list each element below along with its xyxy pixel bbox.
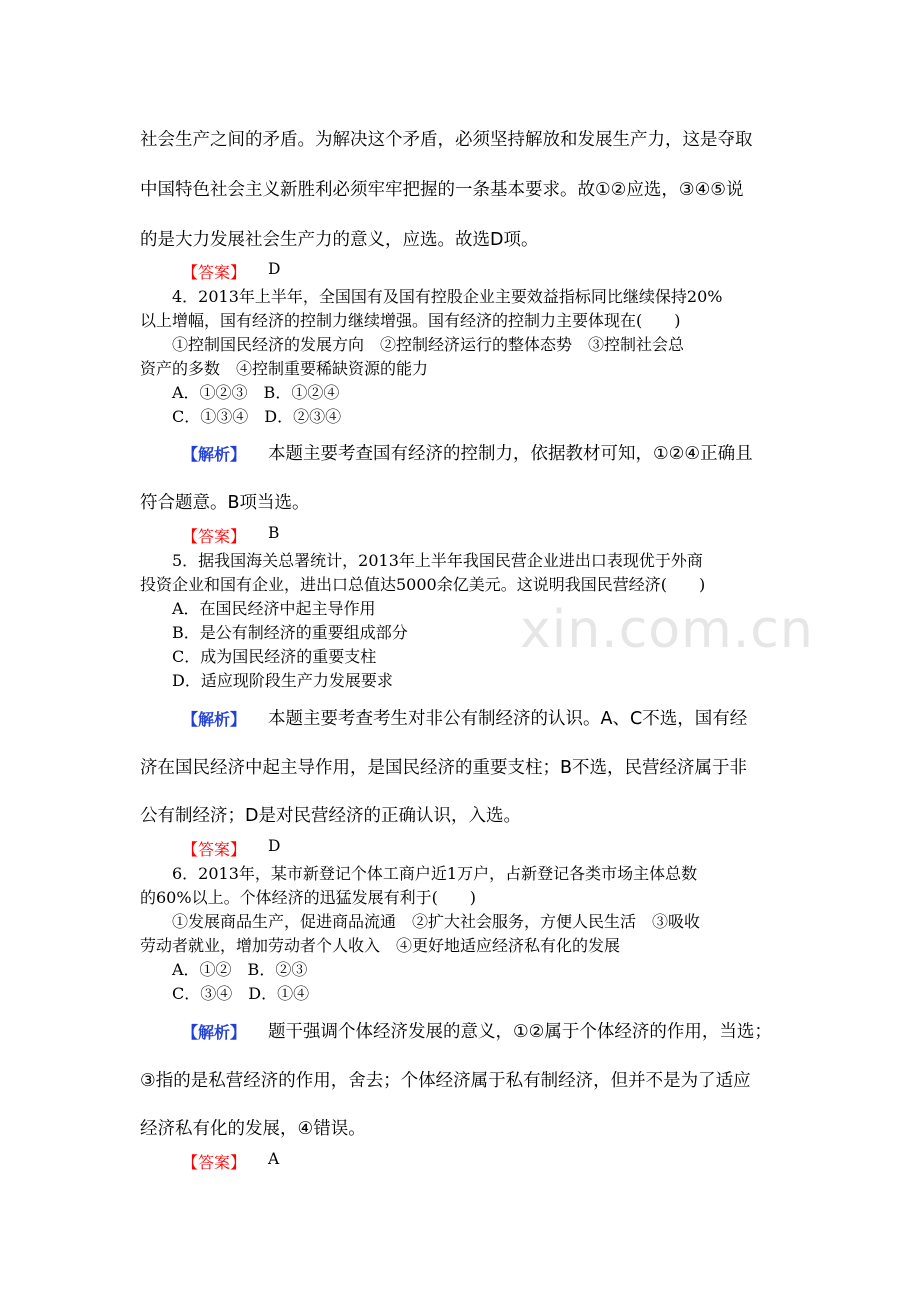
analysis-tag: 【解析】	[182, 445, 247, 464]
question-stem-line: ①控制国民经济的发展方向 ②控制经济运行的整体态势 ③控制社会总	[172, 335, 685, 354]
answer-tag: 【答案】	[182, 263, 247, 282]
answer-tag: 【答案】	[182, 1153, 247, 1172]
option-line: B．是公有制经济的重要组成部分	[172, 623, 408, 642]
analysis-tag: 【解析】	[182, 1023, 247, 1042]
answer-tag: 【答案】	[182, 840, 247, 859]
question-stem-line: ①发展商品生产，促进商品流通 ②扩大社会服务，方便人民生活 ③吸收	[172, 912, 701, 931]
analysis-line: 符合题意。B项当选。	[140, 493, 310, 513]
question-stem-line: 资产的多数 ④控制重要稀缺资源的能力	[140, 359, 429, 378]
explanation-line: 社会生产之间的矛盾。为解决这个矛盾，必须坚持解放和发展生产力，这是夺取	[140, 130, 753, 150]
answer-value: A	[268, 1150, 280, 1168]
answer-tag: 【答案】	[182, 527, 247, 546]
analysis-tag: 【解析】	[182, 710, 247, 729]
analysis-line: ③指的是私营经济的作用，舍去；个体经济属于私有制经济，但并不是为了适应	[140, 1071, 751, 1091]
option-line: C．①③④ D．②③④	[172, 407, 342, 426]
option-line: A．①② B．②③	[172, 960, 308, 979]
analysis-line: 经济私有化的发展，④错误。	[140, 1119, 366, 1139]
analysis-line: 题干强调个体经济发展的意义，①②属于个体经济的作用，当选；	[268, 1022, 772, 1042]
question-stem-line: 的60%以上。个体经济的迅猛发展有利于( )	[140, 888, 477, 907]
option-line: C．③④ D．①④	[172, 984, 310, 1003]
answer-value: D	[268, 837, 281, 855]
option-line: C．成为国民经济的重要支柱	[172, 647, 377, 666]
analysis-line: 公有制经济；D是对民营经济的正确认识，入选。	[140, 806, 521, 826]
question-stem-line: 劳动者就业，增加劳动者个人收入 ④更好地适应经济私有化的发展	[140, 936, 621, 955]
question-stem-line: 4．2013年上半年，全国国有及国有控股企业主要效益指标同比继续保持20%	[172, 287, 723, 306]
question-stem-line: 投资企业和国有企业，进出口总值达5000余亿美元。这说明我国民营经济( )	[140, 575, 706, 594]
watermark: xin.com.cn	[520, 600, 814, 660]
analysis-line: 济在国民经济中起主导作用，是国民经济的重要支柱；B不选，民营经济属于非	[140, 758, 748, 778]
option-line: D．适应现阶段生产力发展要求	[172, 671, 393, 690]
option-line: A．在国民经济中起主导作用	[172, 599, 376, 618]
question-stem-line: 以上增幅，国有经济的控制力继续增强。国有经济的控制力主要体现在( )	[140, 311, 681, 330]
analysis-line: 本题主要考查考生对非公有制经济的认识。A、C不选，国有经	[268, 709, 748, 729]
analysis-line: 本题主要考查国有经济的控制力，依据教材可知，①②④正确且	[268, 444, 753, 464]
explanation-line: 的是大力发展社会生产力的意义，应选。故选D项。	[140, 230, 539, 250]
answer-value: D	[268, 260, 281, 278]
option-line: A．①②③ B．①②④	[172, 383, 340, 402]
explanation-line: 中国特色社会主义新胜利必须牢牢把握的一条基本要求。故①②应选，③④⑤说	[140, 180, 744, 200]
question-stem-line: 6．2013年，某市新登记个体工商户近1万户，占新登记各类市场主体总数	[172, 864, 698, 883]
answer-value: B	[268, 524, 280, 542]
question-stem-line: 5．据我国海关总署统计，2013年上半年我国民营企业进出口表现优于外商	[172, 551, 703, 570]
